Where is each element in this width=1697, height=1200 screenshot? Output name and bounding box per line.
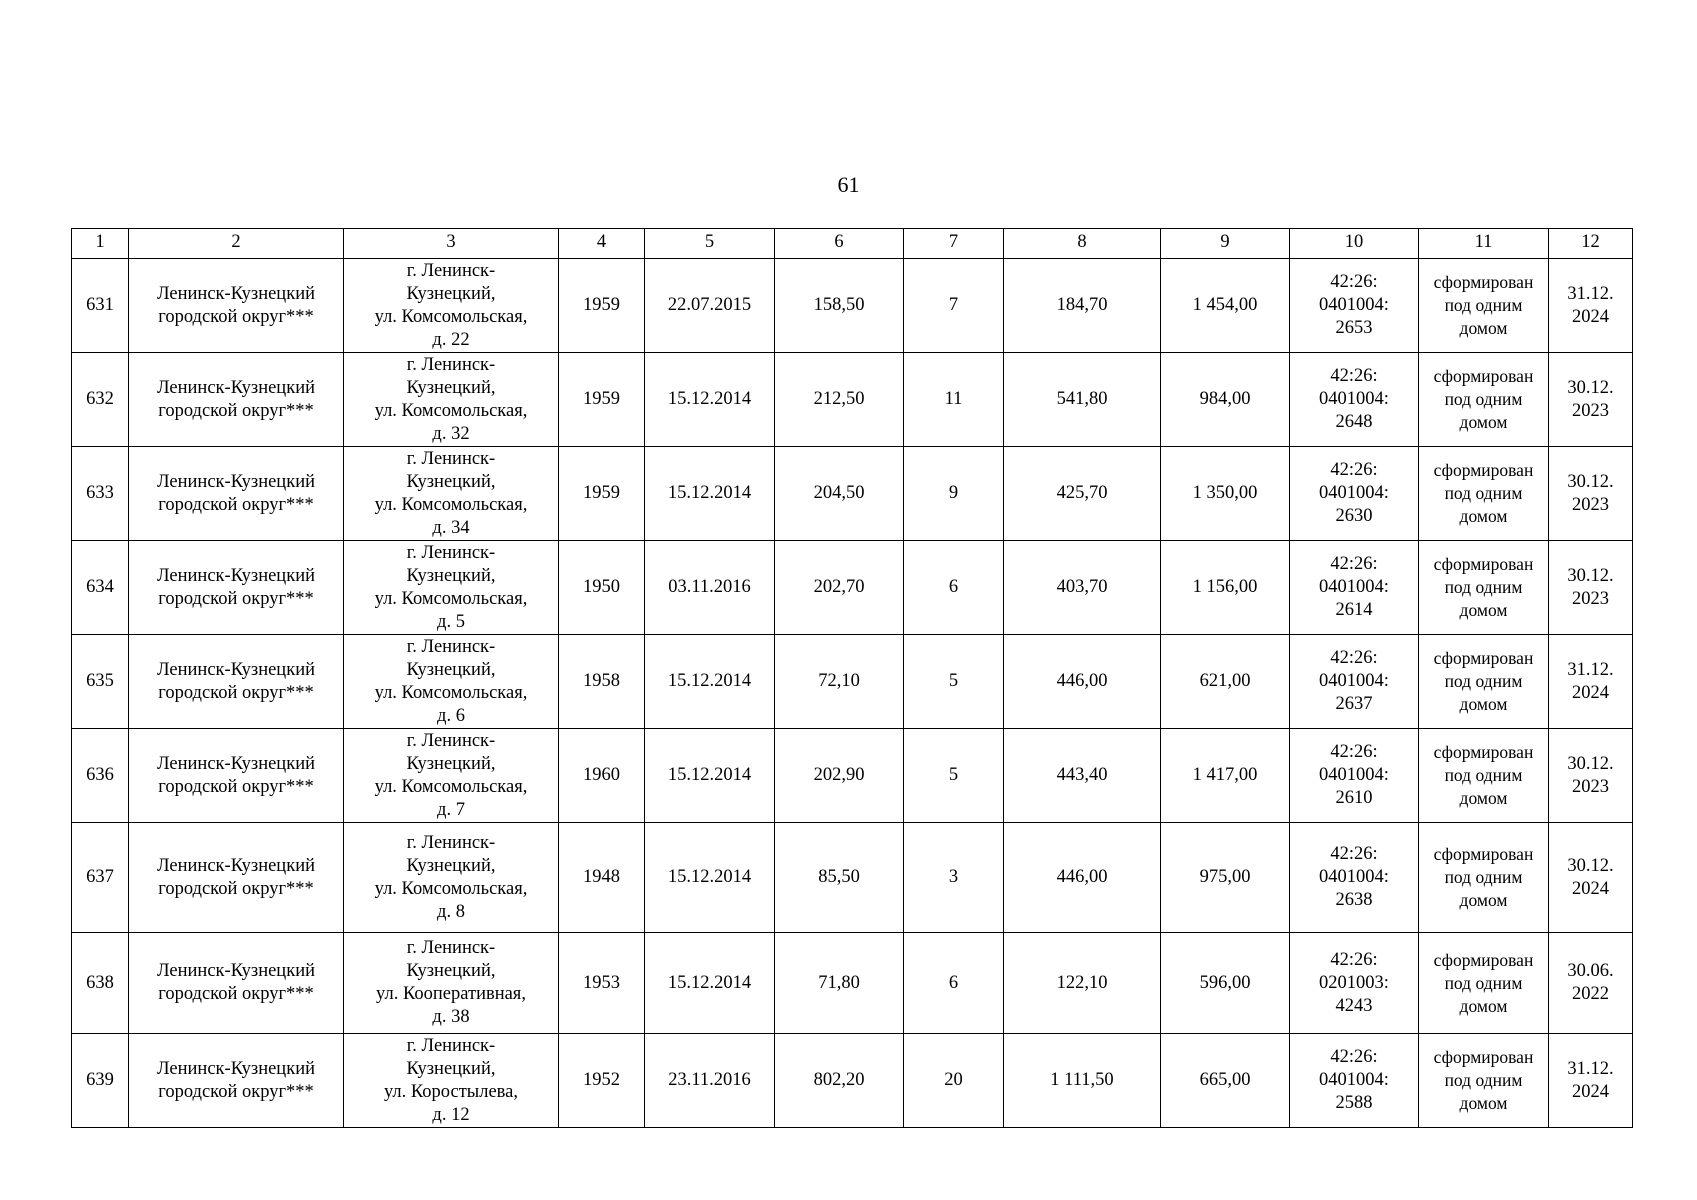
address-cell bbox=[344, 729, 559, 823]
municipality-cell bbox=[129, 353, 344, 447]
address-cell-line: г. Ленинск- bbox=[406, 354, 496, 375]
cadastral-number-cell-line: 42:26: bbox=[1330, 272, 1378, 292]
land-status-cell-line: сформирован bbox=[1433, 554, 1534, 574]
value-col9-cell: 975,00 bbox=[1161, 823, 1290, 933]
municipality-cell-line: городской округ*** bbox=[158, 878, 314, 899]
address-cell-line: ул. Комсомольская, bbox=[374, 878, 528, 899]
municipality-cell-line: Ленинск-Кузнецкий bbox=[157, 855, 315, 876]
column-header: 6 bbox=[775, 229, 904, 259]
address-cell-line: д. 6 bbox=[437, 705, 465, 726]
address-cell-line: Кузнецкий, bbox=[406, 565, 496, 586]
deadline-cell-line: 2024 bbox=[1572, 1081, 1609, 1102]
land-status-cell-line: домом bbox=[1459, 995, 1508, 1016]
address-cell bbox=[344, 1034, 559, 1128]
address-cell-line: г. Ленинск- bbox=[406, 938, 496, 958]
address-cell-line: ул. Комсомольская, bbox=[374, 306, 528, 327]
cadastral-number-cell-line: 2588 bbox=[1335, 1093, 1373, 1113]
deadline-cell-line: 2024 bbox=[1572, 878, 1609, 899]
cadastral-number-cell-line: 2648 bbox=[1335, 412, 1373, 432]
year-cell: 1948 bbox=[559, 823, 645, 933]
date-cell: 22.07.2015 bbox=[645, 259, 775, 353]
deadline-cell bbox=[1549, 259, 1633, 353]
deadline-cell-line: 30.06. bbox=[1567, 961, 1614, 981]
cadastral-number-cell-line: 0401004: bbox=[1319, 1070, 1389, 1090]
value-col9-cell: 621,00 bbox=[1161, 635, 1290, 729]
land-status-cell bbox=[1419, 447, 1549, 541]
deadline-cell-line: 30.12. bbox=[1567, 565, 1614, 586]
land-status-cell-line: сформирован bbox=[1433, 648, 1534, 668]
cadastral-number-cell bbox=[1290, 1034, 1419, 1128]
land-status-cell-line: под одним bbox=[1444, 577, 1523, 597]
cadastral-number-cell-line: 42:26: bbox=[1330, 844, 1378, 864]
municipality-cell-line: городской округ*** bbox=[158, 400, 314, 421]
address-cell-line: ул. Комсомольская, bbox=[374, 494, 528, 515]
cadastral-number-cell bbox=[1290, 635, 1419, 729]
land-status-cell-line: под одним bbox=[1444, 1070, 1523, 1090]
address-cell-line: ул. Коростылева, bbox=[383, 1081, 519, 1102]
municipality-cell-line: Ленинск-Кузнецкий bbox=[157, 565, 315, 586]
cadastral-number-cell bbox=[1290, 541, 1419, 635]
deadline-cell-line: 2023 bbox=[1572, 588, 1609, 609]
land-status-cell-line: под одним bbox=[1444, 765, 1523, 785]
housing-registry-table bbox=[71, 228, 1633, 1128]
land-status-cell-line: сформирован bbox=[1433, 844, 1534, 864]
column-header: 3 bbox=[344, 229, 559, 259]
value-col6-cell: 72,10 bbox=[775, 635, 904, 729]
row-number-cell: 633 bbox=[72, 447, 129, 541]
page-number: 61 bbox=[837, 172, 860, 197]
table-row bbox=[72, 823, 1633, 933]
column-header: 1 bbox=[72, 229, 129, 259]
address-cell-line: д. 22 bbox=[432, 329, 470, 350]
address-cell-line: ул. Комсомольская, bbox=[374, 588, 528, 609]
land-status-cell-line: под одним bbox=[1444, 972, 1523, 993]
address-cell bbox=[344, 353, 559, 447]
value-col8-cell: 541,80 bbox=[1004, 353, 1161, 447]
value-col8-cell: 443,40 bbox=[1004, 729, 1161, 823]
value-col9-cell: 596,00 bbox=[1161, 933, 1290, 1034]
land-status-cell-line: домом bbox=[1459, 1093, 1508, 1113]
land-status-cell-line: под одним bbox=[1444, 389, 1523, 409]
land-status-cell bbox=[1419, 729, 1549, 823]
cadastral-number-cell bbox=[1290, 353, 1419, 447]
cadastral-number-cell-line: 42:26: bbox=[1330, 742, 1378, 762]
column-header: 7 bbox=[904, 229, 1004, 259]
value-col9-cell: 984,00 bbox=[1161, 353, 1290, 447]
deadline-cell bbox=[1549, 729, 1633, 823]
deadline-cell-line: 2024 bbox=[1572, 682, 1609, 703]
cadastral-number-cell-line: 2653 bbox=[1335, 318, 1373, 338]
land-status-cell-line: домом bbox=[1459, 694, 1508, 714]
land-status-cell-line: под одним bbox=[1444, 483, 1523, 503]
value-col7-cell: 5 bbox=[904, 635, 1004, 729]
row-number-cell: 639 bbox=[72, 1034, 129, 1128]
date-cell: 15.12.2014 bbox=[645, 353, 775, 447]
table-header bbox=[72, 229, 1633, 259]
value-col8-cell: 446,00 bbox=[1004, 635, 1161, 729]
address-cell-line: Кузнецкий, bbox=[406, 753, 496, 774]
municipality-cell-line: Ленинск-Кузнецкий bbox=[157, 283, 315, 304]
cadastral-number-cell bbox=[1290, 933, 1419, 1034]
land-status-cell bbox=[1419, 353, 1549, 447]
year-cell: 1953 bbox=[559, 933, 645, 1034]
municipality-cell-line: Ленинск-Кузнецкий bbox=[157, 961, 315, 981]
column-header: 10 bbox=[1290, 229, 1419, 259]
year-cell: 1959 bbox=[559, 259, 645, 353]
row-number-cell: 634 bbox=[72, 541, 129, 635]
address-cell-line: г. Ленинск- bbox=[406, 832, 496, 853]
cadastral-number-cell-line: 2614 bbox=[1335, 600, 1373, 620]
year-cell: 1960 bbox=[559, 729, 645, 823]
cadastral-number-cell-line: 0401004: bbox=[1319, 295, 1389, 315]
year-cell: 1959 bbox=[559, 353, 645, 447]
land-status-cell-line: сформирован bbox=[1433, 949, 1534, 970]
address-cell-line: д. 5 bbox=[437, 611, 465, 632]
cadastral-number-cell bbox=[1290, 259, 1419, 353]
table-row bbox=[72, 447, 1633, 541]
address-cell-line: д. 7 bbox=[437, 799, 465, 820]
land-status-cell-line: сформирован bbox=[1433, 366, 1534, 386]
municipality-cell-line: городской округ*** bbox=[158, 1081, 314, 1102]
value-col9-cell: 1 454,00 bbox=[1161, 259, 1290, 353]
land-status-cell-line: под одним bbox=[1444, 295, 1523, 315]
address-cell bbox=[344, 635, 559, 729]
address-cell-line: Кузнецкий, bbox=[406, 377, 496, 398]
value-col7-cell: 6 bbox=[904, 933, 1004, 1034]
address-cell-line: г. Ленинск- bbox=[406, 730, 496, 751]
land-status-cell-line: сформирован bbox=[1433, 460, 1534, 480]
cadastral-number-cell-line: 42:26: bbox=[1330, 648, 1378, 668]
address-cell-line: д. 34 bbox=[432, 517, 470, 538]
address-cell-line: Кузнецкий, bbox=[406, 961, 496, 981]
land-status-cell-line: домом bbox=[1459, 890, 1508, 910]
municipality-cell bbox=[129, 823, 344, 933]
address-cell-line: Кузнецкий, bbox=[406, 659, 496, 680]
land-status-cell bbox=[1419, 259, 1549, 353]
cadastral-number-cell bbox=[1290, 729, 1419, 823]
cadastral-number-cell-line: 2630 bbox=[1335, 506, 1373, 526]
cadastral-number-cell-line: 4243 bbox=[1335, 995, 1373, 1016]
deadline-cell-line: 30.12. bbox=[1567, 377, 1614, 398]
address-cell-line: Кузнецкий, bbox=[406, 855, 496, 876]
address-cell-line: г. Ленинск- bbox=[406, 1035, 496, 1056]
row-number-cell: 635 bbox=[72, 635, 129, 729]
municipality-cell-line: городской округ*** bbox=[158, 682, 314, 703]
deadline-cell bbox=[1549, 933, 1633, 1034]
municipality-cell-line: Ленинск-Кузнецкий bbox=[157, 471, 315, 492]
value-col8-cell: 1 111,50 bbox=[1004, 1034, 1161, 1128]
cadastral-number-cell-line: 42:26: bbox=[1330, 1047, 1378, 1067]
land-status-cell bbox=[1419, 541, 1549, 635]
address-cell-line: д. 32 bbox=[432, 423, 470, 444]
value-col8-cell: 425,70 bbox=[1004, 447, 1161, 541]
date-cell: 15.12.2014 bbox=[645, 729, 775, 823]
column-header: 9 bbox=[1161, 229, 1290, 259]
table-row bbox=[72, 933, 1633, 1034]
value-col9-cell: 1 350,00 bbox=[1161, 447, 1290, 541]
address-cell bbox=[344, 933, 559, 1034]
municipality-cell-line: городской округ*** bbox=[158, 494, 314, 515]
address-cell bbox=[344, 541, 559, 635]
address-cell-line: г. Ленинск- bbox=[406, 636, 496, 657]
date-cell: 23.11.2016 bbox=[645, 1034, 775, 1128]
deadline-cell-line: 31.12. bbox=[1567, 1058, 1614, 1079]
value-col6-cell: 85,50 bbox=[775, 823, 904, 933]
deadline-cell-line: 2023 bbox=[1572, 494, 1609, 515]
column-number-row bbox=[72, 229, 1633, 259]
land-status-cell-line: сформирован bbox=[1433, 1047, 1534, 1067]
deadline-cell-line: 30.12. bbox=[1567, 471, 1614, 492]
deadline-cell bbox=[1549, 353, 1633, 447]
deadline-cell bbox=[1549, 635, 1633, 729]
municipality-cell bbox=[129, 729, 344, 823]
cadastral-number-cell-line: 42:26: bbox=[1330, 460, 1378, 480]
value-col8-cell: 446,00 bbox=[1004, 823, 1161, 933]
address-cell-line: ул. Кооперативная, bbox=[376, 984, 526, 1004]
column-header: 11 bbox=[1419, 229, 1549, 259]
table-row bbox=[72, 259, 1633, 353]
address-cell bbox=[344, 447, 559, 541]
cadastral-number-cell-line: 42:26: bbox=[1330, 949, 1378, 970]
cadastral-number-cell-line: 0201003: bbox=[1319, 972, 1389, 993]
address-cell-line: Кузнецкий, bbox=[406, 1058, 496, 1079]
deadline-cell-line: 2022 bbox=[1572, 984, 1609, 1004]
address-cell-line: д. 8 bbox=[437, 901, 465, 922]
address-cell bbox=[344, 823, 559, 933]
land-status-cell-line: домом bbox=[1459, 412, 1508, 432]
land-status-cell bbox=[1419, 933, 1549, 1034]
address-cell-line: д. 12 bbox=[432, 1104, 470, 1125]
value-col6-cell: 158,50 bbox=[775, 259, 904, 353]
year-cell: 1959 bbox=[559, 447, 645, 541]
land-status-cell bbox=[1419, 1034, 1549, 1128]
row-number-cell: 638 bbox=[72, 933, 129, 1034]
table-row bbox=[72, 635, 1633, 729]
land-status-cell-line: сформирован bbox=[1433, 742, 1534, 762]
year-cell: 1950 bbox=[559, 541, 645, 635]
land-status-cell-line: под одним bbox=[1444, 867, 1523, 887]
cadastral-number-cell bbox=[1290, 823, 1419, 933]
municipality-cell-line: городской округ*** bbox=[158, 306, 314, 327]
value-col6-cell: 212,50 bbox=[775, 353, 904, 447]
deadline-cell bbox=[1549, 823, 1633, 933]
address-cell-line: Кузнецкий, bbox=[406, 471, 496, 492]
address-cell-line: ул. Комсомольская, bbox=[374, 776, 528, 797]
date-cell: 15.12.2014 bbox=[645, 933, 775, 1034]
municipality-cell bbox=[129, 447, 344, 541]
municipality-cell-line: городской округ*** bbox=[158, 776, 314, 797]
land-status-cell-line: домом bbox=[1459, 600, 1508, 620]
cadastral-number-cell-line: 0401004: bbox=[1319, 867, 1389, 887]
value-col7-cell: 11 bbox=[904, 353, 1004, 447]
cadastral-number-cell-line: 2637 bbox=[1335, 694, 1373, 714]
municipality-cell bbox=[129, 259, 344, 353]
value-col8-cell: 122,10 bbox=[1004, 933, 1161, 1034]
municipality-cell-line: Ленинск-Кузнецкий bbox=[157, 1058, 315, 1079]
date-cell: 03.11.2016 bbox=[645, 541, 775, 635]
deadline-cell-line: 31.12. bbox=[1567, 283, 1614, 304]
deadline-cell-line: 31.12. bbox=[1567, 659, 1614, 680]
cadastral-number-cell-line: 0401004: bbox=[1319, 577, 1389, 597]
deadline-cell-line: 30.12. bbox=[1567, 753, 1614, 774]
address-cell-line: ул. Комсомольская, bbox=[374, 682, 528, 703]
column-header: 12 bbox=[1549, 229, 1633, 259]
column-header: 5 bbox=[645, 229, 775, 259]
cadastral-number-cell-line: 0401004: bbox=[1319, 671, 1389, 691]
value-col7-cell: 6 bbox=[904, 541, 1004, 635]
cadastral-number-cell-line: 0401004: bbox=[1319, 483, 1389, 503]
deadline-cell-line: 2024 bbox=[1572, 306, 1609, 327]
deadline-cell bbox=[1549, 541, 1633, 635]
address-cell bbox=[344, 259, 559, 353]
value-col9-cell: 1 417,00 bbox=[1161, 729, 1290, 823]
table-row bbox=[72, 729, 1633, 823]
value-col9-cell: 1 156,00 bbox=[1161, 541, 1290, 635]
land-status-cell-line: домом bbox=[1459, 506, 1508, 526]
value-col7-cell: 3 bbox=[904, 823, 1004, 933]
address-cell-line: г. Ленинск- bbox=[406, 448, 496, 469]
land-status-cell-line: домом bbox=[1459, 788, 1508, 808]
cadastral-number-cell bbox=[1290, 447, 1419, 541]
table-row bbox=[72, 541, 1633, 635]
cadastral-number-cell-line: 42:26: bbox=[1330, 366, 1378, 386]
municipality-cell bbox=[129, 541, 344, 635]
land-status-cell bbox=[1419, 635, 1549, 729]
year-cell: 1958 bbox=[559, 635, 645, 729]
land-status-cell-line: сформирован bbox=[1433, 272, 1534, 292]
municipality-cell bbox=[129, 1034, 344, 1128]
deadline-cell bbox=[1549, 1034, 1633, 1128]
row-number-cell: 636 bbox=[72, 729, 129, 823]
address-cell-line: Кузнецкий, bbox=[406, 283, 496, 304]
cadastral-number-cell-line: 42:26: bbox=[1330, 554, 1378, 574]
cadastral-number-cell-line: 2638 bbox=[1335, 890, 1373, 910]
table-body bbox=[72, 259, 1633, 1128]
value-col6-cell: 202,90 bbox=[775, 729, 904, 823]
municipality-cell-line: Ленинск-Кузнецкий bbox=[157, 753, 315, 774]
table-row bbox=[72, 1034, 1633, 1128]
deadline-cell bbox=[1549, 447, 1633, 541]
municipality-cell-line: городской округ*** bbox=[158, 984, 314, 1004]
land-status-cell-line: под одним bbox=[1444, 671, 1523, 691]
value-col7-cell: 7 bbox=[904, 259, 1004, 353]
row-number-cell: 632 bbox=[72, 353, 129, 447]
row-number-cell: 637 bbox=[72, 823, 129, 933]
municipality-cell bbox=[129, 635, 344, 729]
municipality-cell-line: городской округ*** bbox=[158, 588, 314, 609]
value-col9-cell: 665,00 bbox=[1161, 1034, 1290, 1128]
date-cell: 15.12.2014 bbox=[645, 447, 775, 541]
value-col8-cell: 184,70 bbox=[1004, 259, 1161, 353]
value-col7-cell: 20 bbox=[904, 1034, 1004, 1128]
column-header: 4 bbox=[559, 229, 645, 259]
land-status-cell bbox=[1419, 823, 1549, 933]
municipality-cell bbox=[129, 933, 344, 1034]
column-header: 8 bbox=[1004, 229, 1161, 259]
municipality-cell-line: Ленинск-Кузнецкий bbox=[157, 659, 315, 680]
value-col6-cell: 802,20 bbox=[775, 1034, 904, 1128]
date-cell: 15.12.2014 bbox=[645, 635, 775, 729]
cadastral-number-cell-line: 0401004: bbox=[1319, 765, 1389, 785]
value-col6-cell: 204,50 bbox=[775, 447, 904, 541]
land-status-cell-line: домом bbox=[1459, 318, 1508, 338]
value-col8-cell: 403,70 bbox=[1004, 541, 1161, 635]
municipality-cell-line: Ленинск-Кузнецкий bbox=[157, 377, 315, 398]
value-col7-cell: 5 bbox=[904, 729, 1004, 823]
address-cell-line: г. Ленинск- bbox=[406, 542, 496, 563]
value-col6-cell: 71,80 bbox=[775, 933, 904, 1034]
value-col6-cell: 202,70 bbox=[775, 541, 904, 635]
deadline-cell-line: 2023 bbox=[1572, 400, 1609, 421]
address-cell-line: д. 38 bbox=[432, 1007, 470, 1027]
table-row bbox=[72, 353, 1633, 447]
cadastral-number-cell-line: 0401004: bbox=[1319, 389, 1389, 409]
column-header: 2 bbox=[129, 229, 344, 259]
year-cell: 1952 bbox=[559, 1034, 645, 1128]
value-col7-cell: 9 bbox=[904, 447, 1004, 541]
cadastral-number-cell-line: 2610 bbox=[1335, 788, 1373, 808]
deadline-cell-line: 30.12. bbox=[1567, 855, 1614, 876]
address-cell-line: ул. Комсомольская, bbox=[374, 400, 528, 421]
row-number-cell: 631 bbox=[72, 259, 129, 353]
address-cell-line: г. Ленинск- bbox=[406, 260, 496, 281]
deadline-cell-line: 2023 bbox=[1572, 776, 1609, 797]
date-cell: 15.12.2014 bbox=[645, 823, 775, 933]
